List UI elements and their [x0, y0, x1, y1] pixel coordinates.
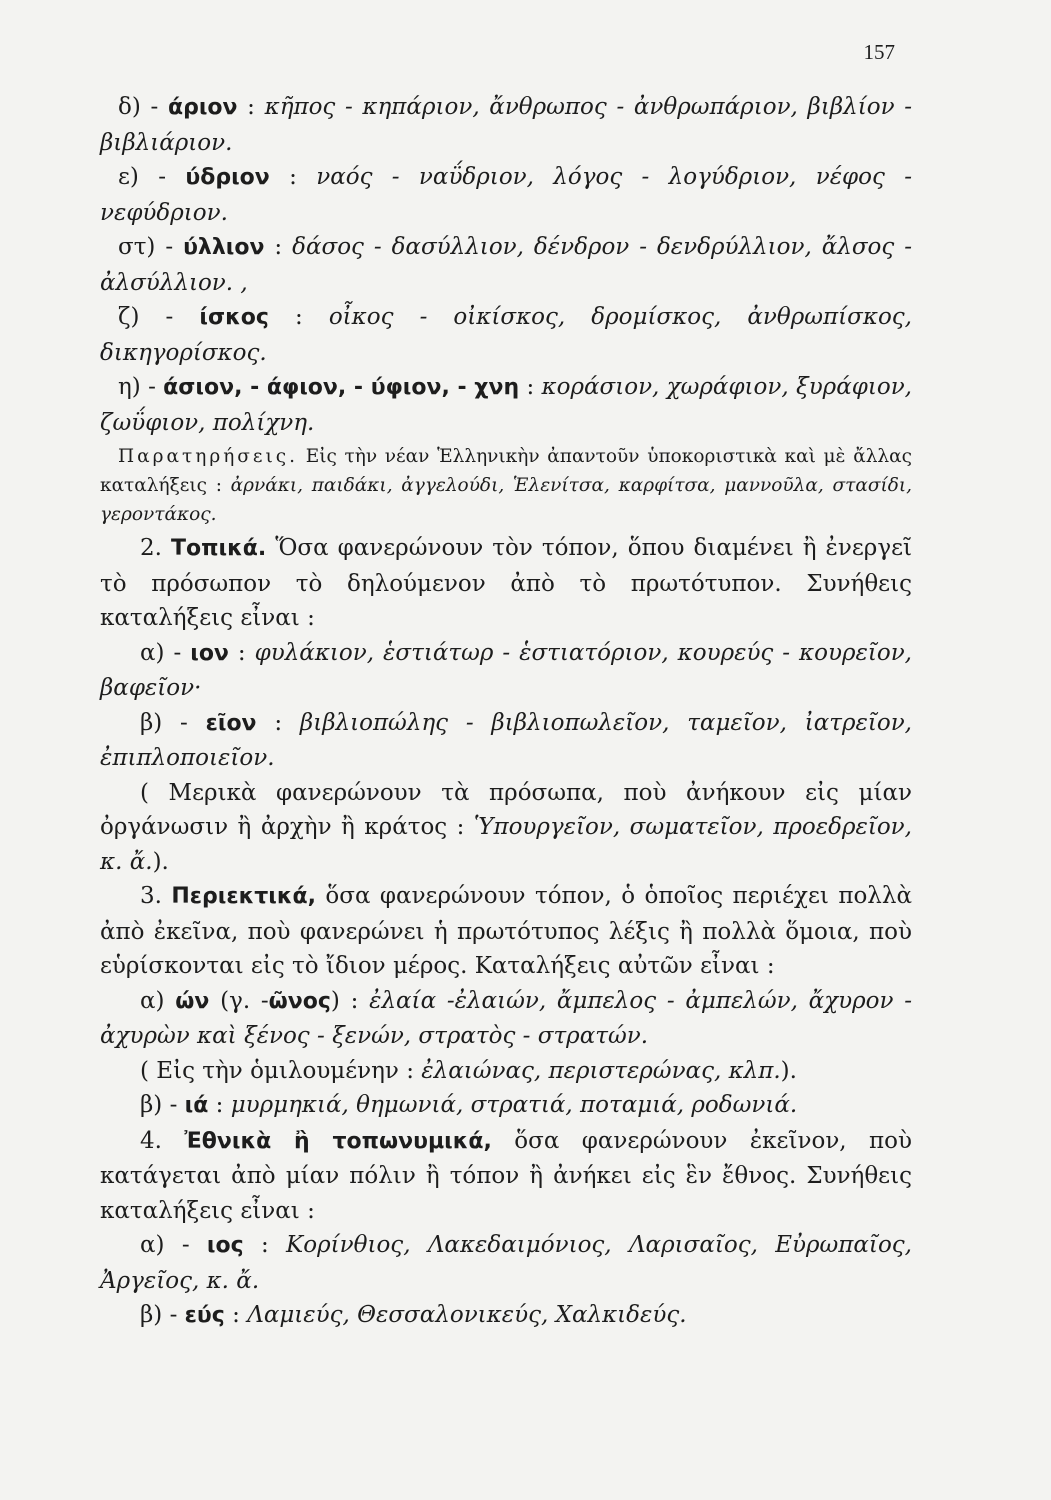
separator: :	[243, 1232, 287, 1258]
item-label: α) -	[140, 1232, 207, 1258]
item-label: στ) -	[118, 234, 184, 260]
item-diminutive-e	[100, 160, 912, 230]
section-text: ὅσα φανερώνουν ἐκεῖνον, ποὺ κατάγεται ἀπὸ μίαν πόλιν ἢ τόπον ἢ ἀνήκει εἰς ἓν ἔθνος. Συνήθεις καταλήξεις εἶναι :	[100, 1127, 912, 1224]
examples: δάσος - δασύλλιον, δένδρον - δενδρύλλιον, ἄλσος - ἀλσύλλιον. ,	[100, 234, 912, 296]
paren-tail: ).	[152, 848, 169, 875]
item-label: ζ) -	[118, 304, 200, 330]
item-collective-b	[100, 1088, 912, 1124]
ending: εῖον	[205, 710, 257, 736]
item-diminutive-h	[100, 370, 912, 440]
separator: :	[268, 304, 329, 330]
page-body	[100, 90, 912, 1334]
paren-text: ( Εἰς τὴν ὁμιλουμένην :	[140, 1057, 422, 1084]
ending: ίσκος	[199, 305, 269, 330]
item-label: β) -	[140, 709, 206, 736]
ending: άριον	[167, 95, 238, 120]
item-diminutive-st	[100, 230, 912, 300]
item-label: β) -	[140, 1092, 185, 1118]
examples: Λαμιεύς, Θεσσαλονικεύς, Χαλκιδεύς.	[247, 1302, 687, 1328]
item-ethnic-a	[100, 1228, 912, 1298]
ending: ιά	[184, 1093, 209, 1118]
examples: βιβλιοπώλης - βιβλιοπωλεῖον, ταμεῖον, ἰατρεῖον, ἐπιπλοποιεῖον.	[100, 709, 912, 771]
item-diminutive-z	[100, 300, 912, 370]
separator: :	[256, 709, 300, 736]
item-diminutive-d	[100, 90, 912, 160]
separator: :	[237, 94, 265, 120]
remarks-note	[100, 442, 912, 529]
item-local-a	[100, 636, 912, 706]
separator: (γ. -	[209, 987, 269, 1014]
ending: ύλλιον	[183, 235, 265, 260]
separator: :	[519, 374, 542, 400]
examples: Κορίνθιος, Λακεδαιμόνιος, Λαρισαῖος, Εὐρωπαῖος, Ἀργεῖος, κ. ἄ.	[100, 1232, 912, 1294]
section-number: 3.	[140, 883, 172, 909]
section-title: Ἐθνικὰ ἢ τοπωνυμικά,	[184, 1128, 492, 1154]
separator: :	[269, 164, 317, 190]
item-collective-a	[100, 984, 912, 1054]
section-number: 2.	[140, 535, 171, 561]
section-title: Τοπικά.	[170, 536, 267, 561]
item-label: ε) -	[118, 164, 186, 190]
ending: ιος	[206, 1233, 244, 1258]
ending: ύδριον	[185, 165, 270, 190]
ending-genitive: ῶνος	[268, 988, 331, 1014]
ending: άσιον, - άφιον, - ύφιον, - χνη	[163, 375, 520, 400]
examples: Ὑπουργεῖον, σωματεῖον, προεδρεῖον, κ. ἄ.	[100, 814, 912, 875]
separator: :	[264, 234, 293, 260]
page-number: 157	[863, 40, 895, 64]
section-ethnic	[100, 1124, 912, 1229]
separator: :	[208, 1092, 231, 1118]
separator: :	[224, 1302, 248, 1328]
examples: κοράσιον, χωράφιον, ξυράφιον, ζωΰφιον, πολίχνη.	[100, 374, 912, 436]
section-text: ὅσα φανερώνουν τόπον, ὁ ὁποῖος περιέχει πολλὰ ἀπὸ ἐκεῖνα, ποὺ φανερώνει ἡ πρωτότυπος λέξις ἢ πολλὰ ὅμοια, ποὺ εὑρίσκονται εἰς τὸ ἴδιον μέρος. Καταλήξεις αὐτῶν εἶναι :	[100, 883, 912, 979]
separator: ) :	[330, 987, 370, 1014]
parenthetical-note	[100, 776, 912, 880]
examples: ἀρνάκι, παιδάκι, ἀγγελούδι, Ἑλενίτσα, καρφίτσα, μαννοῦλα, στασίδι, γεροντάκος.	[100, 475, 912, 525]
paren-tail: ).	[780, 1057, 797, 1084]
examples: ἐλαία -ἐλαιών, ἄμπελος - ἀμπελών, ἄχυρον - ἀχυρὼν καὶ ξένος - ξενών, στρατὸς - στρατών.	[100, 987, 912, 1049]
separator: :	[228, 639, 255, 666]
examples: ναός - ναΰδριον, λόγος - λογύδριον, νέφος - νεφύδριον.	[100, 164, 912, 226]
item-label: α) -	[140, 639, 191, 666]
examples: οἶκος - οἰκίσκος, δρομίσκος, ἀνθρωπίσκος, δικηγορίσκος.	[100, 304, 912, 366]
parenthetical-note	[100, 1054, 912, 1089]
section-local	[100, 531, 912, 636]
item-label: β) -	[140, 1302, 185, 1328]
item-label: η) -	[118, 374, 164, 400]
section-number: 4.	[140, 1127, 185, 1154]
ending: εύς	[184, 1303, 225, 1328]
paren-text: ( Μερικὰ φανερώνουν τὰ πρόσωπα, ποὺ ἀνήκουν εἰς μίαν ὀργάνωσιν ἢ ἀρχὴν ἢ κράτος :	[100, 779, 912, 840]
note-text: Εἰς τὴν νέαν Ἑλληνικὴν ἀπαντοῦν ὑποκοριστικὰ καὶ μὲ ἄλλας καταλήξεις :	[100, 446, 912, 496]
ending: ιον	[190, 640, 229, 666]
examples: ἐλαιώνας, περιστερώνας, κλπ.	[421, 1057, 781, 1084]
examples: κῆπος - κηπάριον, ἄνθρωπος - ἀνθρωπάριον, βιβλίον - βιβλιάριον.	[100, 94, 913, 156]
ending: ών	[175, 988, 210, 1014]
item-label: α)	[140, 987, 176, 1014]
item-ethnic-b	[100, 1298, 912, 1334]
note-label: Παρατηρήσεις.	[118, 446, 298, 467]
examples: μυρμηκιά, θημωνιά, στρατιά, ποταμιά, ροδωνιά.	[230, 1092, 798, 1118]
item-local-b	[100, 706, 912, 776]
examples: φυλάκιον, ἑστιάτωρ - ἑστιατόριον, κουρεύς - κουρεῖον, βαφεῖον·	[100, 639, 912, 701]
section-title: Περιεκτικά,	[171, 884, 316, 909]
section-text: Ὅσα φανερώνουν τὸν τόπον, ὅπου διαμένει ἢ ἐνεργεῖ τὸ πρόσωπον τὸ δηλούμενον ἀπὸ τὸ πρωτότυπον. Συνήθεις καταλήξεις εἶναι :	[100, 535, 912, 631]
item-label: δ) -	[118, 94, 168, 120]
section-collective	[100, 879, 912, 984]
